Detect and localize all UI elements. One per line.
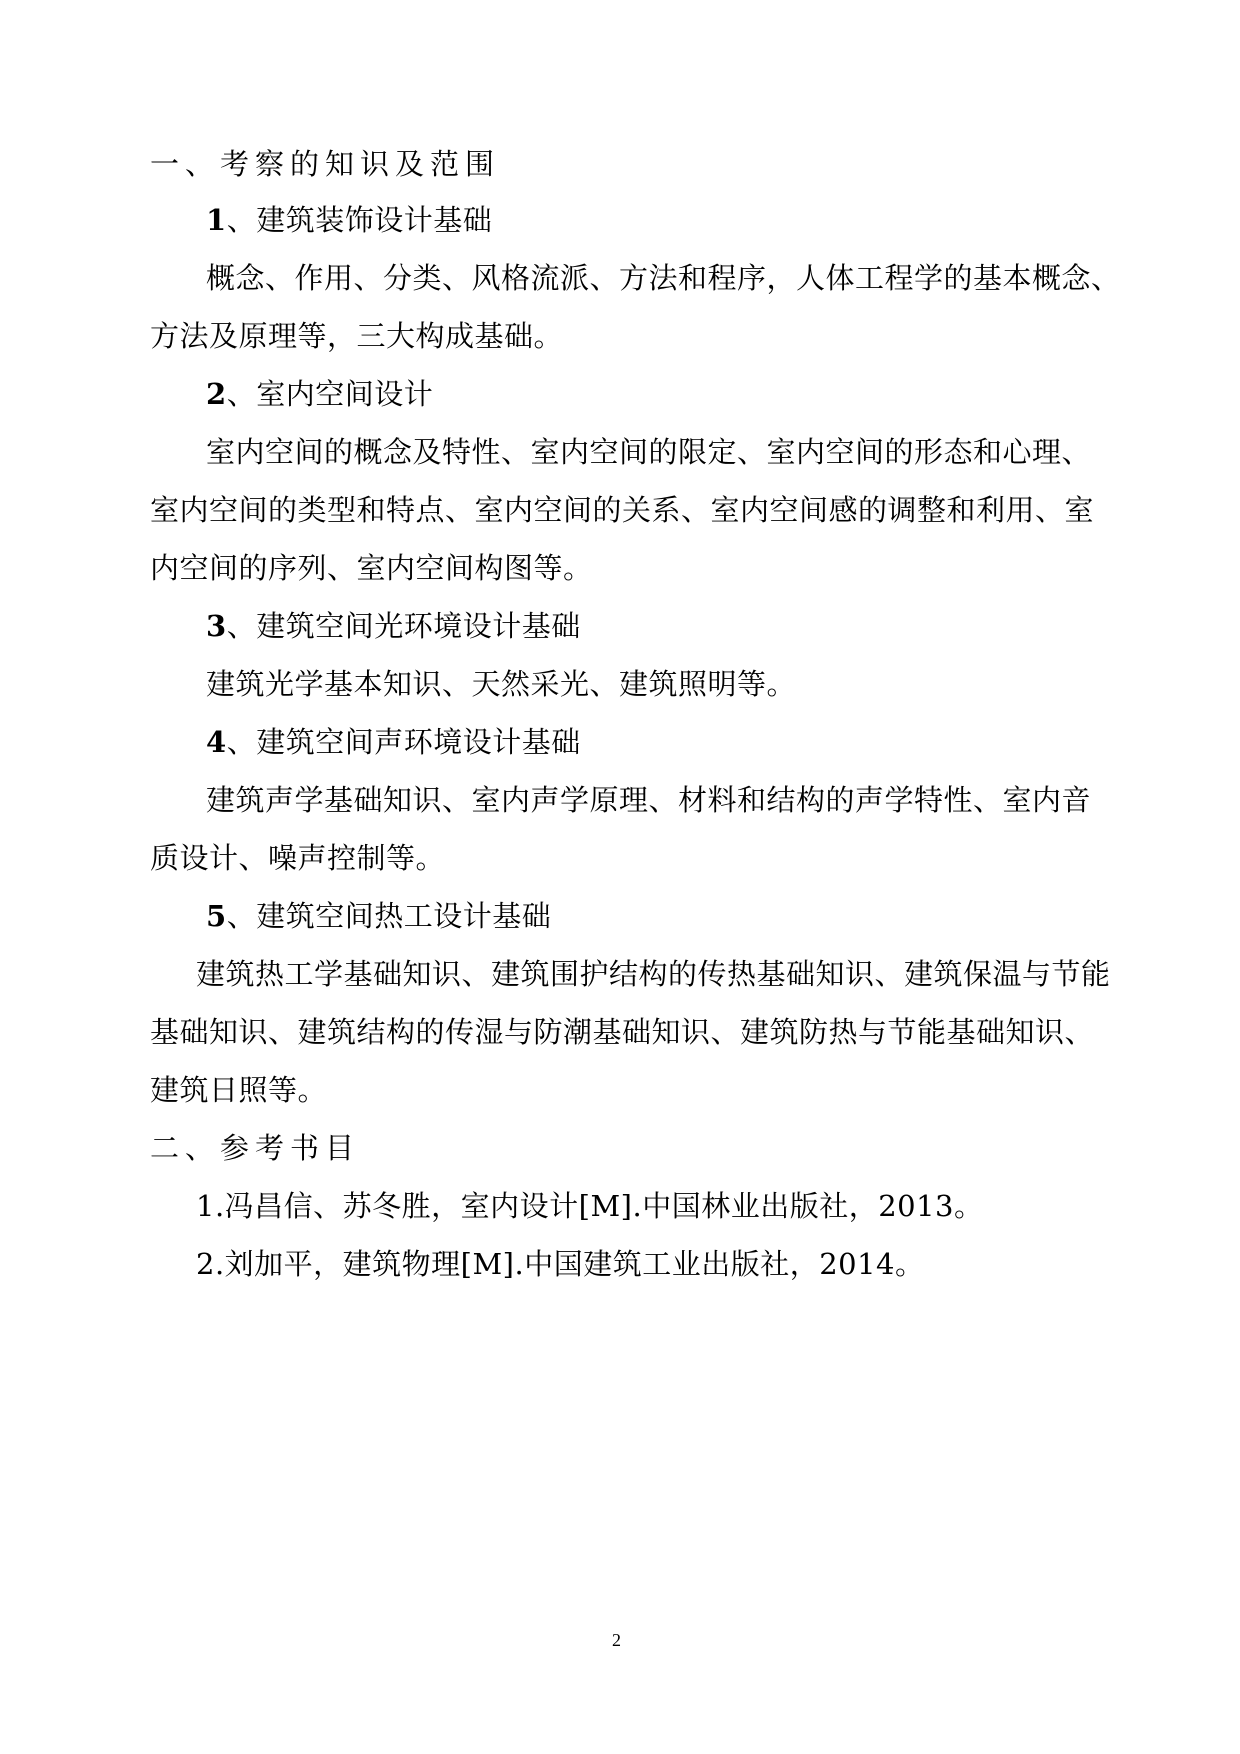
topic-heading-5 bbox=[206, 896, 551, 936]
paragraph-line: 内空间的序列、室内空间构图等。 bbox=[150, 551, 593, 585]
paragraph-line: 室内空间的类型和特点、室内空间的关系、室内空间感的调整和利用、室 bbox=[150, 493, 1095, 527]
section-heading-references: 二、参考书目 bbox=[150, 1131, 361, 1165]
topic-title: 、建筑空间热工设计基础 bbox=[226, 899, 552, 933]
topic-number: 4 bbox=[206, 725, 227, 759]
reference-item: 1.冯昌信、苏冬胜，室内设计[M].中国林业出版社，2013。 bbox=[196, 1189, 984, 1223]
topic-heading-4 bbox=[206, 722, 581, 762]
topic-title: 、建筑空间光环境设计基础 bbox=[226, 609, 581, 643]
reference-item: 2.刘加平，建筑物理[M].中国建筑工业出版社，2014。 bbox=[196, 1247, 925, 1281]
topic-number: 3 bbox=[206, 609, 227, 643]
paragraph-line: 概念、作用、分类、风格流派、方法和程序，人体工程学的基本概念、 bbox=[206, 261, 1121, 295]
topic-heading-3 bbox=[206, 606, 581, 646]
paragraph-line: 建筑光学基本知识、天然采光、建筑照明等。 bbox=[206, 667, 797, 701]
paragraph-line: 建筑热工学基础知识、建筑围护结构的传热基础知识、建筑保温与节能 bbox=[196, 957, 1111, 991]
topic-heading-1 bbox=[206, 200, 492, 240]
topic-title: 、建筑装饰设计基础 bbox=[226, 203, 493, 237]
section-heading-scope: 一、考察的知识及范围 bbox=[150, 147, 501, 181]
paragraph-line: 基础知识、建筑结构的传湿与防潮基础知识、建筑防热与节能基础知识、 bbox=[150, 1015, 1095, 1049]
topic-heading-2 bbox=[206, 374, 433, 414]
paragraph-line: 室内空间的概念及特性、室内空间的限定、室内空间的形态和心理、 bbox=[206, 435, 1092, 469]
paragraph-line: 方法及原理等，三大构成基础。 bbox=[150, 319, 564, 353]
topic-number: 2 bbox=[206, 377, 227, 411]
topic-title: 、室内空间设计 bbox=[226, 377, 434, 411]
paragraph-line: 建筑声学基础知识、室内声学原理、材料和结构的声学特性、室内音 bbox=[206, 783, 1092, 817]
paragraph-line: 质设计、噪声控制等。 bbox=[150, 841, 446, 875]
paragraph-line: 建筑日照等。 bbox=[150, 1073, 328, 1107]
topic-number: 1 bbox=[206, 203, 227, 237]
page-number: 2 bbox=[612, 1630, 621, 1650]
topic-number: 5 bbox=[206, 899, 227, 933]
topic-title: 、建筑空间声环境设计基础 bbox=[226, 725, 581, 759]
